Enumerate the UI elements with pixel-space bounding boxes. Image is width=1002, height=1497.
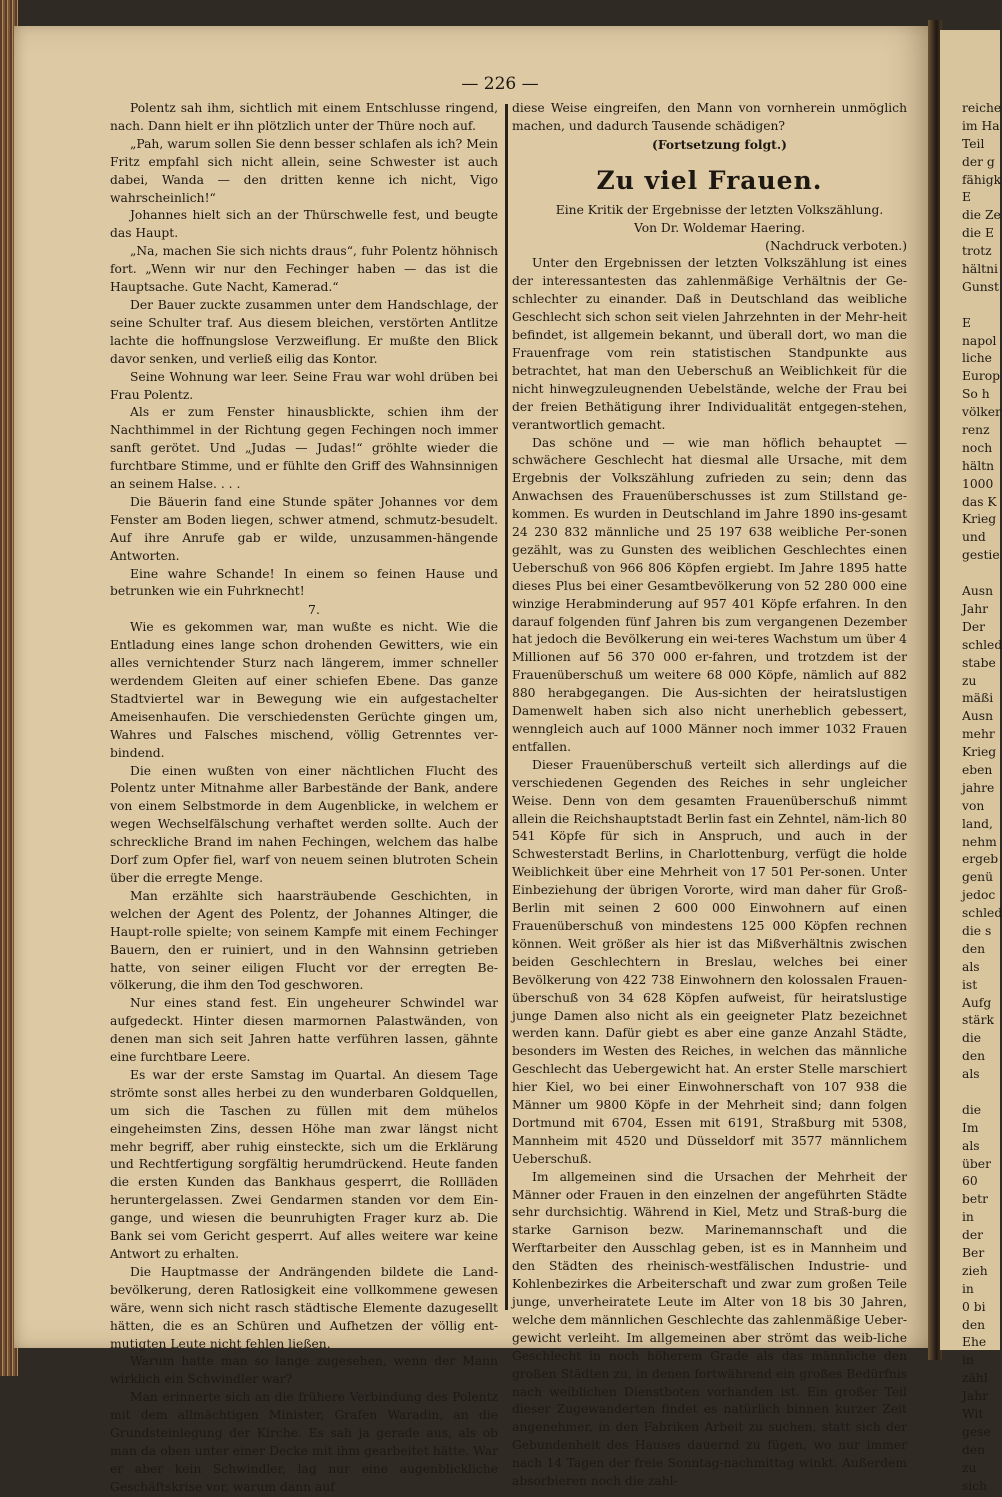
fragment-line: Ausn <box>962 584 994 599</box>
fragment-line: in <box>962 1281 974 1296</box>
fragment-line: Wit <box>962 1407 984 1422</box>
fragment-line <box>962 565 1000 583</box>
story-carryover: diese Weise eingreifen, den Mann von vornherein unmöglich machen, und dadurch Tausende schädigen? <box>512 101 907 133</box>
fragment-line: als <box>962 959 980 974</box>
fragment-line: jahre <box>962 780 995 795</box>
fragment-line: als <box>962 1067 980 1082</box>
fragment-line <box>962 297 1000 315</box>
fragment-line: den <box>962 1049 986 1064</box>
fragment-line: Ber <box>962 1246 985 1260</box>
fragment-line: Ehe <box>962 1335 987 1350</box>
fragment-line: hältn <box>962 458 995 473</box>
fragment-line: zähl <box>962 1371 988 1386</box>
fragment-line: hältni <box>962 262 998 277</box>
fragment-line: in <box>962 1210 974 1225</box>
fragment-line: schled <box>962 637 1002 652</box>
fragment-line: der <box>962 1228 984 1243</box>
article-subtitle: Eine Kritik der Ergebnisse der letzten Volkszählung. <box>555 202 884 217</box>
page-number: — 226 — <box>461 74 539 94</box>
paragraph: Das schöne und — wie man höflich behauptet — schwächere Geschlecht hat diesmal alle Ursache, mit dem Ergebnis der Volkszählung zufrieden zu sein; denn das Anwachsen des Frauenüberschusses ist zum Stillstand ge-kommen. Es wurden in Deutschland im Jahre 1890 ins-gesamt 24 230 832 männliche und 25 197 638 weibliche Per-sonen gezählt, was zu Gunsten des weiblichen Geschlechtes einen Ueberschuß von 966 806 Köpfen ergiebt. Im Jahre 1895 hatte dieses Plus bei einer Gesamtbevölkerung von 52 280 000 eine winzige Herabminderung auf 957 401 Köpfe erfahren. In den darauf folgenden fünf Jahren bis zum vergangenen Dezember hat jedoch die Bevölkerung ein wei-teres Wachstum um über 4 Millionen auf 56 370 000 er-fahren, und trotzdem ist der Frauenüberschuß um weitere 68 000 Köpfe, nämlich auf 882 880 herabgegangen. Die Aus-sichten der heiratslustigen Damenwelt haben sich also nicht unerheblich gebessert, wenngleich auch auf 1000 Männer noch immer 1032 Frauen entfallen. <box>512 435 907 754</box>
fragment-line: den <box>962 1442 986 1457</box>
fragment-line: 1000 <box>962 476 994 491</box>
fragment-line: Europ <box>962 369 1001 384</box>
paragraph: Die Hauptmasse der Andrängenden bildete die Land-bevölkerung, deren Ratlosigkeit eine vollkommene gewesen wäre, wenn sich nicht rasch städtische Elemente dazugesellt hätten, die es an Schüren und Aufhetzen der völlig ent-mutigten Leute nicht fehlen ließen. <box>110 1264 498 1351</box>
story-paragraphs <box>110 100 498 601</box>
fragment-line: die <box>962 1031 982 1046</box>
paragraph: Wie es gekommen war, man wußte es nicht. Wie die Entladung eines lange schon drohenden Gewitters, wie ein alles vernichtender Sturz nach längerem, immer schneller werdendem Gleiten auf einer schiefen Ebene. Das ganze Stadtviertel war in Bewegung wie ein aufgestachelter Ameisenhaufen. Die verschiedensten Gerüchte gingen um, Wahres und Falsches mischend, völlig Getrenntes ver-bindend. <box>110 620 498 760</box>
section-number: 7. <box>308 602 320 618</box>
fragment-line: als <box>962 1138 980 1153</box>
fragment-line: E <box>962 190 971 205</box>
paragraph: Johannes hielt sich an der Thürschwelle fest, und beugte das Haupt. <box>110 208 498 241</box>
fragment-line: 0 bi <box>962 1299 986 1314</box>
adjacent-page-text <box>940 30 1000 1495</box>
paragraph: Nur eines stand fest. Ein ungeheurer Schwindel war aufgedeckt. Hinter diesen marmornen Palastwänden, von denen man sich seit Jahren hatte verführen lassen, gähnte eine furchtbare Leere. <box>110 996 498 1065</box>
fragment-line: den <box>962 941 986 956</box>
fragment-line: Ausn <box>962 709 994 724</box>
story-paragraphs-continued <box>110 619 498 1496</box>
fragment-line: in <box>962 1353 974 1368</box>
fragment-line: die E <box>962 226 994 241</box>
article-author: Von Dr. Woldemar Haering. <box>633 220 806 235</box>
paragraph: Warum hatte man so lange zugesehen, wenn der Mann wirklich ein Schwindler war? <box>110 1354 498 1387</box>
fragment-line: land, <box>962 816 993 831</box>
fragment-line: nehm <box>962 834 997 849</box>
fragment-line: stärk <box>962 1013 994 1028</box>
fragment-line: schled <box>962 906 1002 921</box>
fragment-line: ergeb <box>962 852 999 867</box>
fragment-line: eben <box>962 762 993 777</box>
fragment-line: das K <box>962 494 997 509</box>
fragment-line: und <box>962 530 986 545</box>
fragment-line: noch <box>962 440 993 455</box>
adjacent-page-fragment <box>940 30 1002 1493</box>
fragment-line: gestie <box>962 548 1000 563</box>
fragment-line: zu <box>962 1460 977 1475</box>
paragraph: Der Bauer zuckte zusammen unter dem Handschlage, der seine Schulter traf. Aus diesem bleichen, verstörten Antlitze lachte die hoffnungslose Verzweiflung. Er mußte den Blick davor senken, und verließ eilig das Kontor. <box>110 297 498 366</box>
fragment-line: mäßi <box>962 691 994 706</box>
continuation-note: (Fortsetzung folgt.) <box>652 136 787 152</box>
reprint-notice: (Nachdruck verboten.) <box>765 238 907 253</box>
fragment-line: Gunst <box>962 279 999 294</box>
fragment-line: Jahr <box>962 601 989 616</box>
fragment-line: fähigk <box>962 172 1002 187</box>
fragment-line: die s <box>962 923 992 938</box>
fragment-line: gese <box>962 1424 991 1439</box>
left-column <box>110 100 498 1494</box>
fragment-line: Krieg <box>962 512 997 527</box>
fragment-line: von <box>962 798 985 813</box>
fragment-line: trotz <box>962 244 992 259</box>
paragraph: Man erinnerte sich an die frühere Verbindung des Polentz mit dem allmächtigen Minister, Grafen Waradin, an die Grundsteinlegung der Kirche. Es sah ja gerade aus, als ob man da oben unter einer Decke mit ihm gearbeitet hätte. War er aber kein Schwindler, lag nur eine augenblickliche Geschäftskrise vor, warum dann auf <box>110 1390 498 1494</box>
paragraph: „Pah, warum sollen Sie denn besser schlafen als ich? Mein Fritz empfahl sich nicht allein, seine Schwester ist auch dabei, Wanda — den dritten kenne ich nicht, Vigo wahrscheinlich!“ <box>110 136 498 205</box>
fragment-line: E <box>962 315 971 330</box>
fragment-line: sich <box>962 1478 988 1493</box>
fragment-line: mehr <box>962 727 995 742</box>
article-paragraphs <box>512 255 907 1491</box>
fragment-line: Jahr <box>962 1389 989 1404</box>
fragment-line: Im <box>962 1120 979 1135</box>
paragraph: Dieser Frauenüberschuß verteilt sich allerdings auf die verschiedenen Gegenden des Reiches in sehr ungleicher Weise. Denn von dem gesamten Frauenüberschuß nimmt allein die Reichshauptstadt Berlin fast ein Zehntel, näm-lich 80 541 Köpfe für sich in Anspruch, und auch in der Schwesterstadt Berlins, in Charlottenburg, verfügt die holde Weiblichkeit über eine Mehrheit von 17 501 Per-sonen. Unter Einbeziehung der übrigen Vororte, wird man daher für Groß-Berlin mit seinen 2 600 000 Einwohnern auf einen Frauenüberschuß von mindestens 125 000 Köpfen rechnen können. Weit größer als hier ist das Mißverhältnis zwischen beiden Geschlechtern in Breslau, welches bei einer Bevölkerung von 422 738 Einwohnern den kolossalen Frauen-überschuß von 34 628 Köpfen aufweist, für heiratslustige junge Damen also nicht als ein geeigneter Platz bezeichnet werden kann. Dafür giebt es aber eine ganze Anzahl Städte, besonders im Westen des Reiches, in welchen das männliche Geschlecht das Uebergewicht hat. An erster Stelle marschiert hier Kiel, wo bei einer Einwohnerschaft von 107 938 die Männer um 9800 Köpfe in der Mehrheit sind; dann folgen Dortmund mit 6704, Essen mit 6191, Straßburg mit 5308, Mannheim mit 4520 und Düsseldorf mit 3577 männlichem Ueberschuß. <box>512 757 907 1166</box>
fragment-line: über <box>962 1156 991 1171</box>
fragment-line: die Ze <box>962 208 1001 223</box>
paragraph: Die einen wußten von einer nächtlichen Flucht des Polentz unter Mitnahme aller Barbestände der Bank, andere von einem Selbstmorde in dem Augenblicke, in welchem er wegen Wechselfälschung verhaftet werden sollte. Auch der schreckliche Brand im nahen Fechingen, welchem das halbe Dorf zum Opfer fiel, warf von neuem seinen blutroten Schein über die erregte Menge. <box>110 763 498 885</box>
fragment-line: ist <box>962 977 978 992</box>
fragment-line: renz <box>962 423 990 438</box>
paragraph: Im allgemeinen sind die Ursachen der Mehrheit der Männer oder Frauen in den einzelnen der angeführten Städte sehr durchsichtig. Während in Kiel, Metz und Straß-burg die starke Garnison bezw. Marinemannschaft und die Werftarbeiter den Ausschlag geben, ist es in Mannheim und den Städten des rheinisch-westfälischen Industrie- und Kohlenbezirkes die Arbeiterschaft und zwar zum großen Teile junge, unverheiratete Leute im Alter von 18 bis 30 Jahren, welche dem männlichen Geschlechte das zahlenmäßige Ueber-gewicht verleiht. Im allgemeinen aber strömt das weib-liche Geschlecht in noch höherem Grade als das männliche den großen Städten zu, in denen fortwährend ein großes Bedürfnis nach weiblichen Dienstboten vorhanden ist. Ein großer Teil dieser Zugewanderten findet es natürlich binnen kurzer Zeit angenehmer, in den Fabriken Arbeit zu suchen, statt sich der Gebundenheit des Hauses dauernd zu fügen, wo nur immer nach 14 Tagen der freie Sonntag-nachmittag winkt. Außerdem absorbieren noch die zahl- <box>512 1169 907 1489</box>
fragment-line: völker <box>962 405 1001 420</box>
article-headline: Zu viel Frauen. <box>596 165 823 195</box>
fragment-line: der g <box>962 154 995 169</box>
paragraph: Seine Wohnung war leer. Seine Frau war wohl drüben bei Frau Polentz. <box>110 369 498 402</box>
fragment-line: Teil <box>962 136 985 151</box>
paragraph: Eine wahre Schande! In einem so feinen Hause und betrunken wie ein Fuhrknecht! <box>110 566 498 599</box>
fragment-line: die <box>962 1102 982 1117</box>
fragment-line: liche <box>962 351 992 366</box>
fragment-line: 60 <box>962 1174 978 1189</box>
fragment-line: So h <box>962 387 990 402</box>
fragment-line: Krieg <box>962 745 997 760</box>
fragment-line: betr <box>962 1192 988 1207</box>
fragment-line: im Ha <box>962 118 1000 133</box>
right-column <box>512 100 907 1489</box>
paragraph: Unter den Ergebnissen der letzten Volkszählung ist eines der interessantesten das zahlenmäßige Verhältnis der Ge-schlechter zu einander. Daß in Deutschland das weibliche Geschlecht sich schon seit vielen Jahrzehnten in der Mehr-heit befindet, ist allgemein bekannt, und überall dort, wo man die Frauenfrage vom rein statistischen Standpunkte aus betrachtet, hat man den Ueberschuß an Weiblichkeit für die nicht hinwegzuleugnenden Uebelstände, welche der Frau bei der freien Bethätigung ihrer Individualität entgegen-stehen, verantwortlich gemacht. <box>512 256 907 432</box>
fragment-line: reiche <box>962 101 1002 115</box>
paragraph: Es war der erste Samstag im Quartal. An diesem Tage strömte sonst alles herbei zu den wunderbaren Goldquellen, um sich die Taschen zu füllen mit dem mühelos eingeheimsten Zins, dessen Höhe man zwar längst nicht mehr begriff, aber ruhig einsteckte, sich um die Erklärung und Rechtfertigung sorgfältig herumdrückend. Heute fanden die ersten Kunden das Bankhaus gesperrt, die Rollläden heruntergelassen. Zwei Gendarmen standen vor dem Ein-gange, und wiesen die beunruhigten Frager kurz ab. Die Bank sei vom Gericht gesperrt. Auf alles weitere war keine Antwort zu erhalten. <box>110 1067 498 1261</box>
fragment-line: Der <box>962 619 986 634</box>
fragment-line: genü <box>962 870 993 885</box>
fragment-line: zu <box>962 673 977 688</box>
fragment-line: jedoc <box>962 888 996 903</box>
fragment-line: den <box>962 1317 986 1332</box>
fragment-line: Aufg <box>962 995 992 1010</box>
fragment-line: stabe <box>962 655 996 670</box>
paragraph: Als er zum Fenster hinausblickte, schien ihm der Nachthimmel in der Richtung gegen Fechingen noch immer sanft gerötet. Und „Judas — Judas!“ gröhlte wieder die furchtbare Stimme, und er fühlte den Griff des Wahnsinnigen an seinem Halse. . . . <box>110 405 498 492</box>
paragraph: Die Bäuerin fand eine Stunde später Johannes vor dem Fenster am Boden liegen, schwer atmend, schmutz-besudelt. Auf ihre Anrufe gab er wilde, unzusammen-hängende Antworten. <box>110 494 498 563</box>
column-rule <box>505 104 508 1310</box>
paragraph: Man erzählte sich haarsträubende Geschichten, in welchen der Agent des Polentz, der Johannes Altinger, die Haupt-rolle spielte; von seinem Kampfe mit einem Fechinger Bauern, den er ruiniert, und in den Wahnsinn getrieben hatte, von seiner eiligen Flucht vor der erregten Be-völkerung, die ihm den Tod geschworen. <box>110 888 498 993</box>
paragraph: Polentz sah ihm, sichtlich mit einem Entschlusse ringend, nach. Dann hielt er ihn plötzlich unter der Thüre noch auf. <box>110 101 498 133</box>
fragment-line <box>962 1084 1000 1102</box>
paragraph: „Na, machen Sie sich nichts draus“, fuhr Polentz höhnisch fort. „Wenn wir nur den Fechinger haben — das ist die Hauptsache. Gute Nacht, Kamerad.“ <box>110 244 498 295</box>
fragment-line: zieh <box>962 1263 988 1278</box>
fragment-line: napol <box>962 333 997 348</box>
